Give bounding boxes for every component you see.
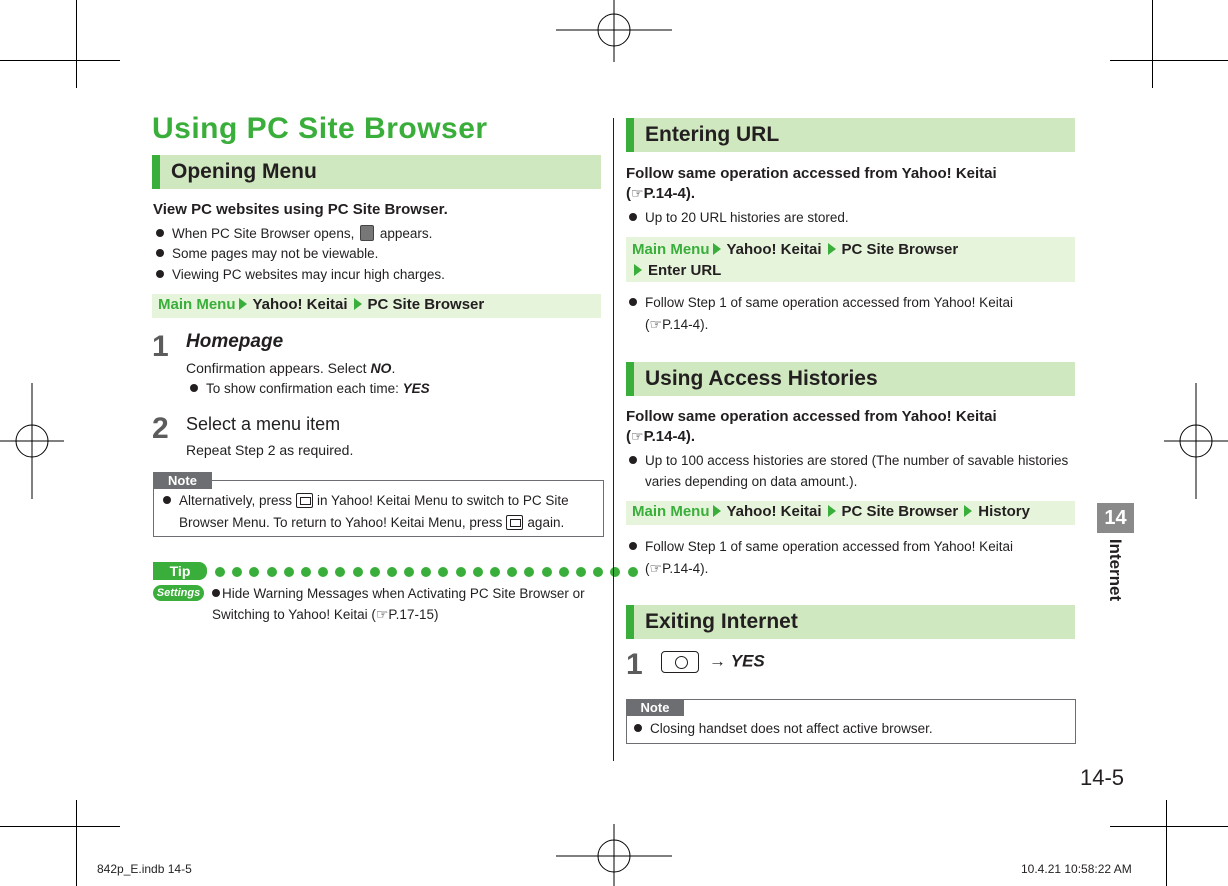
footer-file: 842p_E.indb 14-5 [97,862,192,876]
menu-path-item: Yahoo! Keitai [252,296,348,313]
step-number: 1 [626,648,643,681]
browser-icon [360,225,374,241]
bullet-item [645,314,708,335]
arrow-icon: → [709,651,726,671]
arrow-right-icon [239,298,247,310]
arrow-right-icon [354,298,362,310]
bullet-dot-icon [629,456,637,464]
bullet-ref: P.14-4). [662,561,709,576]
bullet-item [156,224,432,244]
section-title: Exiting Internet [645,610,798,633]
section-bar [626,118,634,152]
bullet-text: To show confirmation each time: [206,381,403,396]
settings-tag: Settings [153,585,204,601]
step-desc-text: . [391,360,396,376]
crop-mark [76,0,77,88]
menu-path-item: PC Site Browser [841,503,959,520]
bullet-text: Follow Step 1 of same operation accessed from Yahoo! Keitai [645,295,1013,310]
note-text-part: in Yahoo! Keitai Menu to switch to PC Site [317,493,569,508]
bullet-item [629,208,849,228]
note-tag: Note [626,699,684,716]
section-bar [152,155,160,189]
menu-path-item: Yahoo! Keitai [726,241,822,258]
chapter-label [1102,533,1128,607]
section-title: Opening Menu [171,160,317,183]
bullet-dot-icon [629,542,637,550]
chapter-tab: 14 [1097,503,1134,533]
bullet-item [156,265,445,285]
bullet-text: Some pages may not be viewable. [172,246,379,261]
registration-mark [556,0,672,62]
footer-timestamp: 10.4.21 10:58:22 AM [1021,862,1132,876]
step-desc-value: NO [370,360,392,376]
menu-path-item: Enter URL [648,262,722,279]
crop-mark [0,826,120,827]
bullet-text: Viewing PC websites may incur high charges. [172,267,445,282]
page-title: Using PC Site Browser [152,112,488,145]
menu-path-item: History [978,503,1030,520]
bullet-item [629,293,1013,313]
step-description [186,360,395,376]
menu-path [626,237,1075,282]
menu-path-main: Main Menu [158,296,236,313]
step-title: Homepage [186,331,284,352]
paren: ( [626,185,631,202]
paren: ( [645,317,650,332]
reference-hand-icon: ☞ [631,185,644,201]
bullet-dot-icon [212,589,220,597]
note-text-part: Alternatively, press [179,493,293,508]
paren: ( [645,561,650,576]
bullet-dot-icon [190,384,198,392]
note-text [634,719,933,739]
step-desc-text: Confirmation appears. Select [186,360,371,376]
mail-key-icon [506,515,523,530]
intro-text: View PC websites using PC Site Browser. [153,201,448,218]
step-title: Select a menu item [186,414,341,434]
crop-mark [1110,826,1228,827]
section-heading-entering-url [626,118,1075,152]
arrow-right-icon [828,505,836,517]
bullet-item [629,537,1013,557]
bullet-text: Up to 20 URL histories are stored. [645,210,849,225]
note-text-part: Browser Menu. To return to Yahoo! Keitai Menu, press [179,515,503,530]
bullet-item [629,451,1068,471]
bullet-value: YES [402,381,430,396]
bullet-text: Up to 100 access histories are stored (The number of savable histories [645,453,1069,468]
reference-hand-icon: ☞ [631,428,644,444]
bullet-text: When PC Site Browser opens, [172,226,355,241]
menu-path-item: PC Site Browser [367,296,485,313]
reference-hand-icon: ☞ [649,560,663,576]
tip-ref: P.17-15) [388,607,439,622]
section-bar [626,605,634,639]
registration-mark [0,383,64,499]
crop-mark [1166,800,1167,886]
crop-mark [0,60,120,61]
bullet-dot-icon [156,249,164,257]
bullet-dot-icon [156,229,164,237]
note-text-part: again. [527,515,565,530]
menu-path-item: Yahoo! Keitai [726,503,822,520]
mail-key-icon [296,493,313,508]
menu-path-main: Main Menu [632,241,710,258]
note-tag: Note [153,472,212,489]
arrow-right-icon [964,505,972,517]
crop-mark [76,800,77,886]
arrow-right-icon [828,243,836,255]
tip-text [212,604,438,625]
intro-ref: P.14-4). [643,428,695,445]
intro-text: Follow same operation accessed from Yahoo! Keitai [626,165,997,182]
section-heading-exiting-internet [626,605,1075,639]
menu-path-main: Main Menu [632,503,710,520]
chapter-label-text: Internet [1106,538,1125,602]
crop-mark [1152,0,1153,88]
power-key-icon [661,651,699,673]
paren: ( [626,428,631,445]
intro-text: Follow same operation accessed from Yahoo! Keitai [626,408,997,425]
step-value: YES [730,651,765,671]
crop-mark [1110,60,1228,61]
menu-path [626,501,1075,525]
bullet-item [190,379,430,399]
menu-path-item: PC Site Browser [841,241,959,258]
tip-text [212,584,585,604]
step-number: 1 [152,330,169,363]
bullet-item [645,558,708,579]
section-heading-access-histories [626,362,1075,396]
registration-mark [556,824,672,886]
note-text [179,513,564,533]
reference-hand-icon: ☞ [375,606,389,622]
bullet-dot-icon [163,496,171,504]
tip-text-part: Switching to Yahoo! Keitai ( [212,607,376,622]
arrow-right-icon [634,264,642,276]
tip-divider [215,567,638,577]
step-action [661,651,765,673]
bullet-dot-icon [629,213,637,221]
column-divider [613,118,614,761]
bullet-dot-icon [156,270,164,278]
arrow-right-icon [713,243,721,255]
page-number: 14-5 [1080,765,1125,790]
step-description: Repeat Step 2 as required. [186,442,354,458]
bullet-text: appears. [379,226,433,241]
section-heading-opening-menu [152,155,601,189]
tip-tag: Tip [153,562,207,580]
intro-ref: P.14-4). [643,185,695,202]
bullet-text: varies depending on data amount.). [645,474,858,489]
step-number: 2 [152,412,169,445]
bullet-dot-icon [629,298,637,306]
note-text-part: Closing handset does not affect active browser. [650,721,933,736]
bullet-ref: P.14-4). [662,317,709,332]
section-title: Using Access Histories [645,367,878,390]
bullet-item [645,472,857,492]
intro-text [626,185,695,202]
registration-mark [1164,383,1228,499]
reference-hand-icon: ☞ [649,316,663,332]
bullet-item [156,244,378,264]
bullet-text: Follow Step 1 of same operation accessed from Yahoo! Keitai [645,539,1013,554]
tip-text-part: Hide Warning Messages when Activating PC Site Browser or [222,586,585,601]
section-title: Entering URL [645,123,780,146]
section-bar [626,362,634,396]
arrow-right-icon [713,505,721,517]
intro-text [626,428,695,445]
menu-path [152,294,601,318]
bullet-dot-icon [634,724,642,732]
note-text [163,491,569,511]
